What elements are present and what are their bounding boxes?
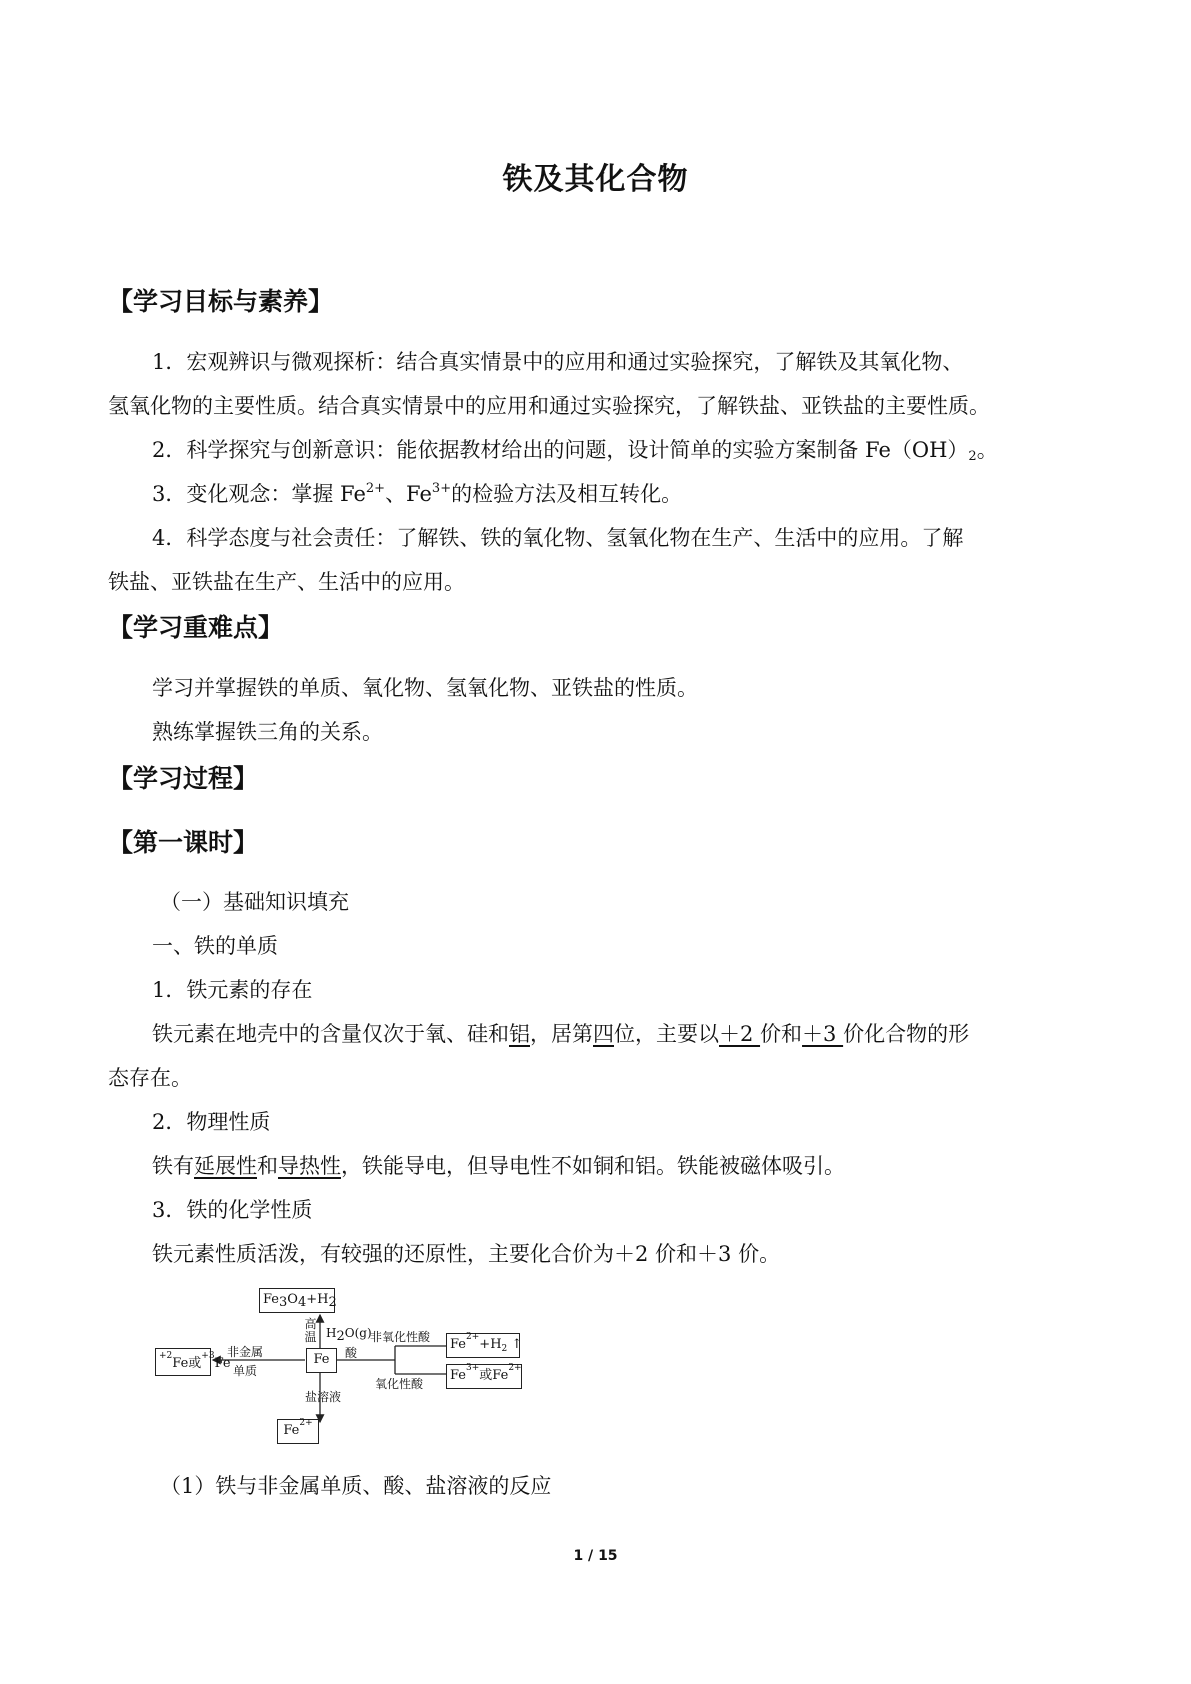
goal-3-sup-1: 2+ xyxy=(365,481,386,496)
label-steam-sub: 2 xyxy=(336,1329,345,1344)
subsection-basic-knowledge: （一）基础知识填充 xyxy=(160,890,349,914)
page-title: 铁及其化合物 xyxy=(502,162,689,197)
right-top-box-fe2-h2 xyxy=(446,1332,523,1358)
key-point-2: 熟练掌握铁三角的关系。 xyxy=(152,720,383,744)
physical-text-a: 铁有 xyxy=(152,1154,194,1178)
center-box-fe: Fe xyxy=(306,1348,337,1373)
top-box-text-b: O xyxy=(287,1292,298,1307)
label-oxidizing-acid: 氧化性酸 xyxy=(375,1377,424,1391)
top-box-sub-3: 2 xyxy=(328,1295,337,1310)
goal-3-text-c: 的检验方法及相互转化。 xyxy=(451,482,683,506)
page-current: 1 xyxy=(573,1548,584,1564)
label-simple-substance: 单质 xyxy=(233,1364,258,1378)
goal-4-line-1: 4．科学态度与社会责任：了解铁、铁的氧化物、氢氧化物在生产、生活中的应用。了解 xyxy=(152,526,964,550)
goal-2-text: 2．科学探究与创新意识：能依据教材给出的问题，设计简单的实验方案制备 Fe（OH） xyxy=(152,438,969,462)
subsection-reactions: （1）铁与非金属单质、酸、盐溶液的反应 xyxy=(160,1474,552,1498)
right-top-box-a: Fe xyxy=(450,1337,467,1352)
existence-line-2: 态存在。 xyxy=(108,1066,192,1090)
blank-ductility: 延展性 xyxy=(194,1154,257,1178)
blank-aluminum: 铝 xyxy=(509,1022,530,1046)
left-box-text-a: Fe或 xyxy=(172,1356,202,1371)
goal-2-subscript: 2 xyxy=(968,449,977,464)
physical-text-b: 和 xyxy=(257,1154,278,1178)
process-heading: 【学习过程】 xyxy=(108,764,259,793)
top-box-text-a: Fe xyxy=(263,1292,280,1307)
page-separator: / xyxy=(583,1548,599,1564)
label-salt-solution: 盐溶液 xyxy=(305,1390,342,1404)
physical-properties-text xyxy=(152,1151,845,1181)
label-steam xyxy=(326,1326,372,1344)
goal-1-line-2: 氢氧化物的主要性质。结合真实情景中的应用和通过实验探究，了解铁盐、亚铁盐的主要性质。 xyxy=(108,394,990,418)
right-bottom-box-a: Fe xyxy=(450,1368,467,1383)
top-box-sub-1: 3 xyxy=(279,1295,288,1310)
label-high-temp: 高温 xyxy=(304,1317,317,1344)
page-number xyxy=(0,1548,1191,1564)
goal-3 xyxy=(152,479,682,509)
existence-text-a: 铁元素在地壳中的含量仅次于氧、硅和 xyxy=(152,1022,509,1046)
right-top-box-sup: 2+ xyxy=(466,1332,480,1342)
blank-thermal-conductivity: 导热性 xyxy=(278,1154,341,1178)
existence-text-c: 位，主要以 xyxy=(614,1022,719,1046)
chemical-properties-text: 铁元素性质活泼，有较强的还原性，主要化合价为＋2 价和＋3 价。 xyxy=(152,1242,781,1266)
goal-3-text-a: 3．变化观念：掌握 Fe xyxy=(152,482,366,506)
existence-text-d: 价和 xyxy=(760,1022,803,1046)
goal-3-sup-2: 3+ xyxy=(431,481,452,496)
top-box-text-c: +H xyxy=(306,1292,329,1307)
left-box-text-b: Fe xyxy=(214,1356,231,1371)
goal-1-line-1: 1．宏观辨识与微观探析：结合真实情景中的应用和通过实验探究，了解铁及其氧化物、 xyxy=(152,350,964,374)
right-top-box-sub: 2 xyxy=(501,1344,508,1354)
physical-text-c: ，铁能导电，但导电性不如铜和铝。铁能被磁体吸引。 xyxy=(341,1154,845,1178)
page-total: 15 xyxy=(598,1548,618,1564)
goal-2-end: 。 xyxy=(976,438,998,462)
blank-rank: 四 xyxy=(593,1022,614,1046)
bottom-box-sup: 2+ xyxy=(299,1418,313,1428)
bottom-box-a: Fe xyxy=(283,1423,300,1438)
label-acid: 酸 xyxy=(345,1346,358,1360)
blank-plus-3: ＋3 xyxy=(802,1022,844,1046)
right-bottom-box-sup-1: 3+ xyxy=(466,1363,480,1373)
bottom-box-fe2 xyxy=(277,1419,319,1444)
right-bottom-box-b: 或Fe xyxy=(479,1368,509,1383)
existence-line-1 xyxy=(152,1019,969,1049)
left-box-sup-1: +2 xyxy=(159,1351,173,1361)
gas-up-arrow-icon: ↑ xyxy=(511,1337,523,1352)
label-steam-b: O(g) xyxy=(344,1326,372,1340)
existence-text-b: ，居第 xyxy=(530,1022,593,1046)
existence-text-e: 价化合物的形 xyxy=(843,1022,970,1046)
goal-3-text-b: 、Fe xyxy=(385,482,432,506)
left-box-fe-valence xyxy=(155,1348,231,1376)
label-nonmetal: 非金属 xyxy=(227,1345,264,1359)
blank-plus-2: ＋2 xyxy=(719,1022,761,1046)
right-top-box-b: +H xyxy=(479,1337,502,1352)
goals-heading: 【学习目标与素养】 xyxy=(108,287,334,316)
iron-reaction-diagram xyxy=(155,1278,565,1453)
lesson-heading: 【第一课时】 xyxy=(108,828,259,857)
key-point-1: 学习并掌握铁的单质、氧化物、氢氧化物、亚铁盐的性质。 xyxy=(152,676,698,700)
label-non-oxidizing-acid: 非氧化性酸 xyxy=(370,1330,431,1344)
top-box-fe3o4-h2 xyxy=(259,1288,335,1313)
top-box-sub-2: 4 xyxy=(297,1295,307,1310)
label-steam-a: H xyxy=(326,1326,337,1340)
right-bottom-box-sup-2: 2+ xyxy=(508,1363,522,1373)
left-box-sup-2: +3 xyxy=(201,1351,215,1361)
goal-2 xyxy=(152,435,998,465)
goal-4-line-2: 铁盐、亚铁盐在生产、生活中的应用。 xyxy=(108,570,465,594)
subsection-iron-element: 一、铁的单质 xyxy=(152,934,278,958)
item-existence: 1．铁元素的存在 xyxy=(152,978,313,1002)
key-points-heading: 【学习重难点】 xyxy=(108,613,284,642)
right-bottom-box-fe3-fe2 xyxy=(446,1364,522,1389)
item-chemical-properties: 3．铁的化学性质 xyxy=(152,1198,313,1222)
item-physical-properties: 2．物理性质 xyxy=(152,1110,271,1134)
